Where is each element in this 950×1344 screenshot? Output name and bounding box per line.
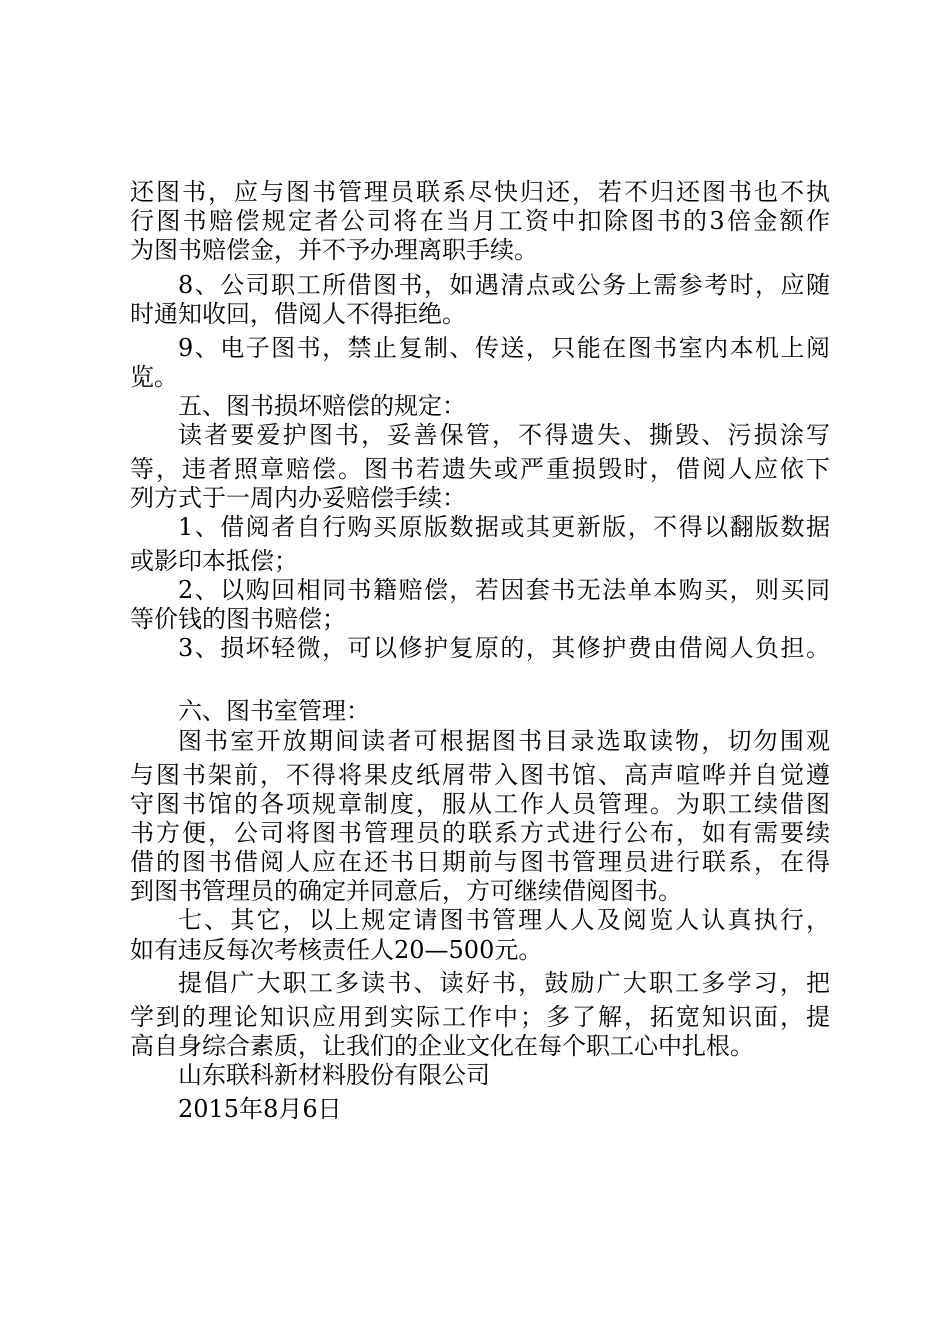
company-name: 山东联科新材料股份有限公司 [178, 1061, 490, 1089]
text-line: 列方式于一周内办妥赔偿手续： [130, 484, 466, 512]
document-date: 2015年8月6日 [178, 1095, 342, 1123]
text-line: 时通知收回，借阅人不得拒绝。 [130, 300, 466, 328]
text-line: 等，违者照章赔偿。图书若遗失或严重损毁时，借阅人应依下 [130, 455, 830, 483]
text-line: 1、借阅者自行购买原版数据或其更新版，不得以翻版数据 [178, 513, 830, 541]
text-line: 9、电子图书，禁止复制、传送，只能在图书室内本机上阅 [178, 334, 830, 362]
text-line: 等价钱的图书赔偿； [130, 605, 346, 633]
text-line: 与图书架前，不得将果皮纸屑带入图书馆、高声喧哗并自觉遵 [130, 761, 830, 789]
text-line: 如有违反每次考核责任人20—500元。 [130, 936, 543, 964]
text-line: 守图书馆的各项规章制度，服从工作人员管理。为职工续借图 [130, 790, 830, 818]
text-line: 七、其它，以上规定请图书管理人人及阅览人认真执行， [178, 906, 830, 934]
text-line: 书方便，公司将图书管理员的联系方式进行公布，如有需要续 [130, 819, 830, 847]
text-line: 高自身综合素质，让我们的企业文化在每个职工心中扎根。 [130, 1032, 754, 1060]
text-line: 2、以购回相同书籍赔偿，若因套书无法单本购买，则买同 [178, 576, 830, 604]
text-line: 行图书赔偿规定者公司将在当月工资中扣除图书的3倍金额作 [130, 207, 830, 235]
text-line: 8、公司职工所借图书，如遇清点或公务上需参考时，应随 [178, 271, 830, 299]
text-line: 还图书，应与图书管理员联系尽快归还，若不归还图书也不执 [130, 178, 830, 206]
text-line: 3、损坏轻微，可以修护复原的，其修护费由借阅人负担。 [178, 634, 830, 662]
text-line: 览。 [130, 363, 178, 391]
section-heading: 五、图书损坏赔偿的规定： [178, 392, 466, 420]
text-line: 借的图书借阅人应在还书日期前与图书管理员进行联系，在得 [130, 848, 830, 876]
text-line: 学到的理论知识应用到实际工作中；多了解，拓宽知识面，提 [130, 1003, 830, 1031]
text-line: 为图书赔偿金，并不予办理离职手续。 [130, 236, 538, 264]
text-line: 或影印本抵偿； [130, 547, 298, 575]
text-line: 到图书管理员的确定并同意后，方可继续借阅图书。 [130, 877, 682, 905]
text-line: 提倡广大职工多读书、读好书，鼓励广大职工多学习，把 [178, 969, 830, 997]
text-line: 读者要爱护图书，妥善保管，不得遗失、撕毁、污损涂写 [178, 421, 830, 449]
text-line: 图书室开放期间读者可根据图书目录选取读物，切勿围观 [178, 727, 830, 755]
section-heading: 六、图书室管理： [178, 697, 370, 725]
